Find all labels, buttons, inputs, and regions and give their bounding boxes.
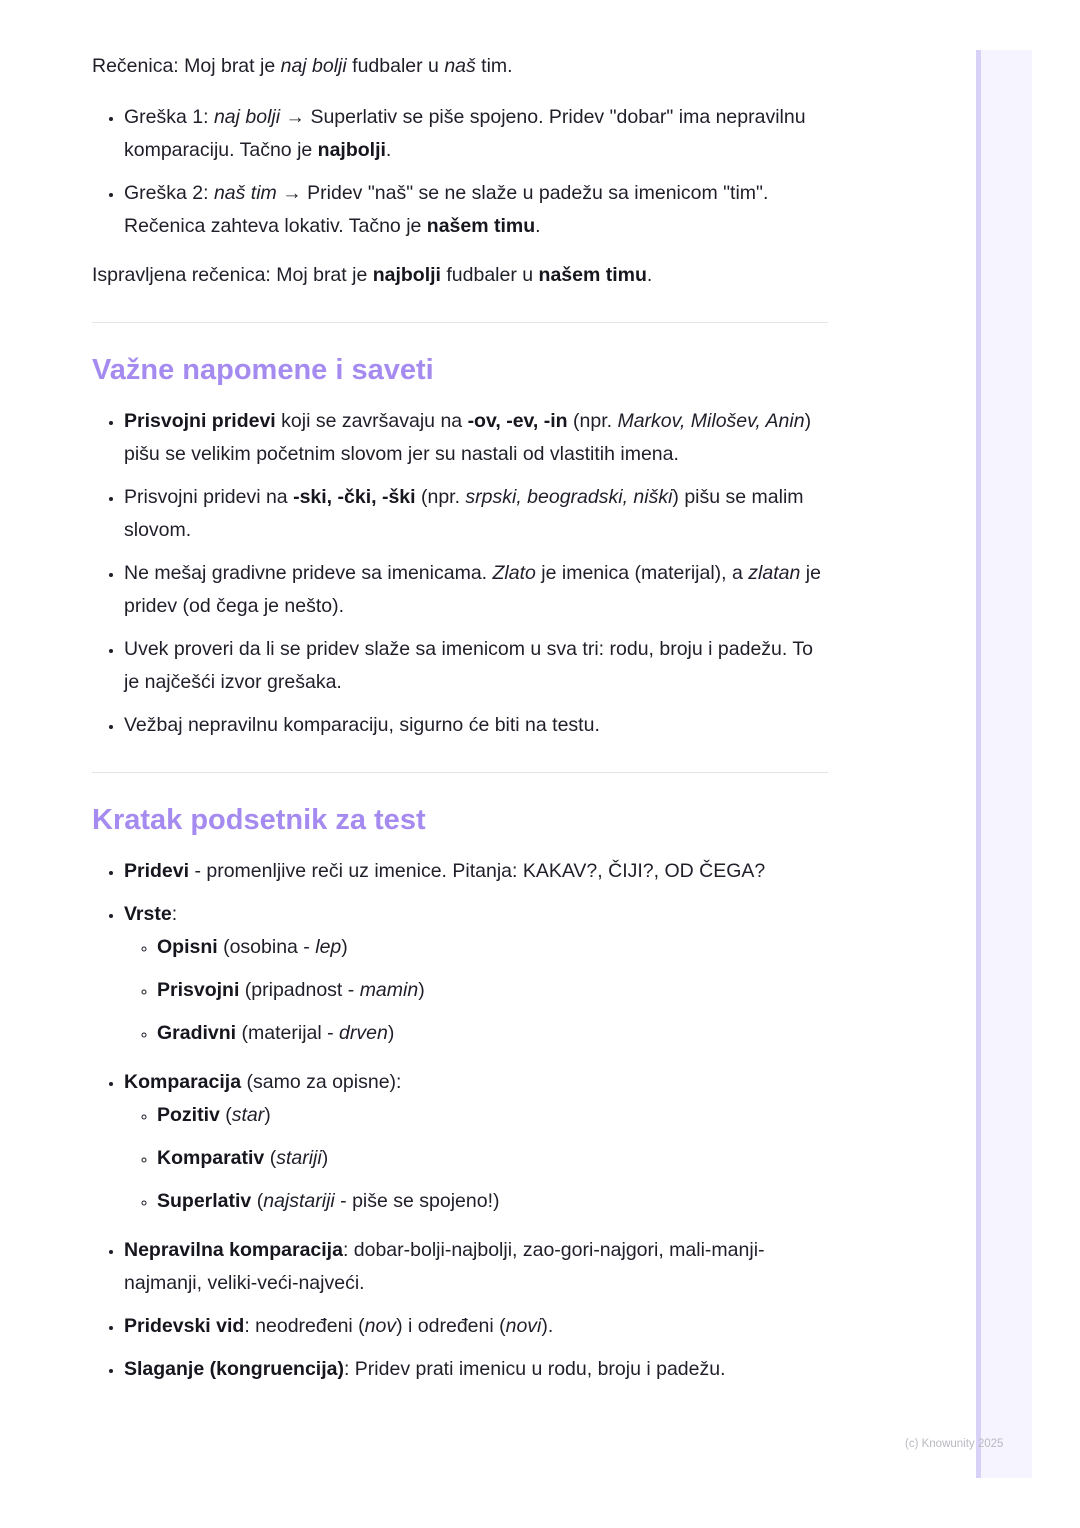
list-item: • Pridevi - promenljive reči uz imenice. Pitanja: KAKAV?, ČIJI?, OD ČEGA? [124, 855, 832, 888]
sub-list-item: ◦ Prisvojni (pripadnost - mamin) [157, 974, 832, 1007]
list-item: • Vrste: ◦ Opisni (osobina - lep) ◦ Prisvojni (pripadnost - mamin) ◦ Gradivni (materijal - drven) [124, 898, 832, 1050]
divider [92, 772, 828, 773]
list-item: • Slaganje (kongruencija): Pridev prati imenicu u rodu, broju i padežu. [124, 1353, 832, 1386]
list-item: • Greška 2: naš tim → Pridev "naš" se ne slaže u padežu sa imenicom "tim". Rečenica zahteva lokativ. Tačno je našem timu. [124, 177, 832, 243]
list-item: • Prisvojni pridevi na -ski, -čki, -ški (npr. srpski, beogradski, niški) pišu se malim slovom. [124, 481, 832, 547]
list-item: • Nepravilna komparacija: dobar-bolji-najbolji, zao-gori-najgori, mali-manji-najmanji, veliki-veći-najveći. [124, 1234, 832, 1300]
list-item: • Pridevski vid: neodređeni (nov) i određeni (novi). [124, 1310, 832, 1343]
example-sentence: Rečenica: Moj brat je naj bolji fudbaler u naš tim. [92, 55, 513, 77]
sub-list-komparacija [124, 1099, 832, 1218]
side-accent-bar [976, 50, 981, 1478]
list-item: • Prisvojni pridevi koji se završavaju na -ov, -ev, -in (npr. Markov, Milošev, Anin) pišu se velikim početnim slovom jer su nastali od vlastitih imena. [124, 405, 832, 471]
divider [92, 322, 828, 323]
list-item: • Greška 1: naj bolji → Superlativ se piše spojeno. Pridev "dobar" ima nepravilnu komparaciju. Tačno je najbolji. [124, 101, 832, 167]
copyright-footer: (c) Knowunity 2025 [905, 1438, 1004, 1450]
sub-list-vrste [124, 931, 832, 1050]
sub-list-item: ◦ Komparativ (stariji) [157, 1142, 832, 1175]
sub-list-item: ◦ Superlativ (najstariji - piše se spojeno!) [157, 1185, 832, 1218]
corrected-sentence: Ispravljena rečenica: Moj brat je najbolji fudbaler u našem timu. [92, 264, 653, 286]
summary-list [92, 855, 832, 1386]
side-panel [976, 50, 1032, 1478]
list-item: • Uvek proveri da li se pridev slaže sa imenicom u sva tri: rodu, broju i padežu. To je najčešći izvor grešaka. [124, 633, 832, 699]
tips-list [92, 405, 832, 742]
sub-list-item: ◦ Gradivni (materijal - drven) [157, 1017, 832, 1050]
error-list [92, 101, 832, 243]
list-item: • Komparacija (samo za opisne): ◦ Pozitiv (star) ◦ Komparativ (stariji) ◦ Superlativ (najstariji - piše se spojeno!) [124, 1066, 832, 1218]
sub-list-item: ◦ Pozitiv (star) [157, 1099, 832, 1132]
list-item: • Ne mešaj gradivne prideve sa imenicama. Zlato je imenica (materijal), a zlatan je pridev (od čega je nešto). [124, 557, 832, 623]
sub-list-item: ◦ Opisni (osobina - lep) [157, 931, 832, 964]
document-content [92, 50, 832, 1396]
section-heading-podsetnik: Kratak podsetnik za test [92, 804, 426, 836]
list-item: • Vežbaj nepravilnu komparaciju, sigurno će biti na testu. [124, 709, 832, 742]
section-heading-napomene: Važne napomene i saveti [92, 354, 434, 386]
